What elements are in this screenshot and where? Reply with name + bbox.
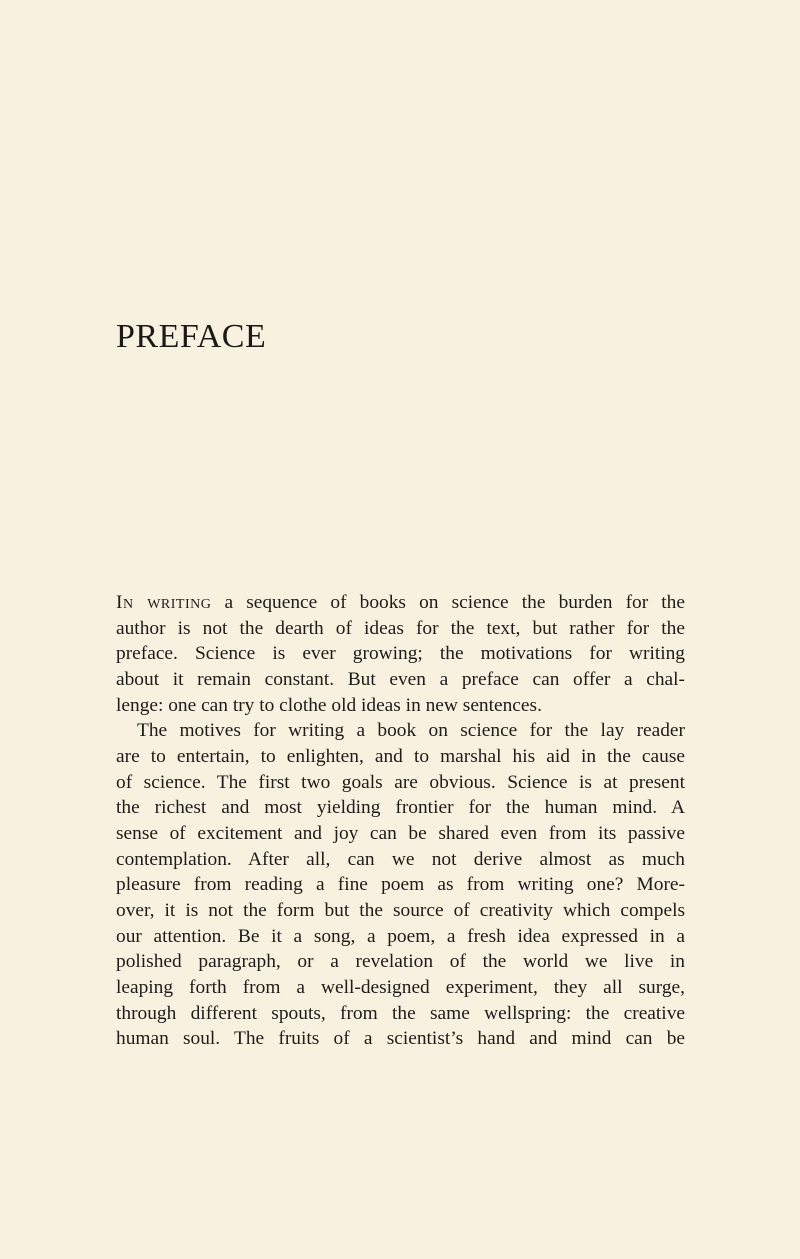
text-line: of science. The first two goals are obvious. Science is at present <box>116 771 685 793</box>
text-line: preface. Science is ever growing; the motivations for writing <box>116 643 685 665</box>
text-line: through different spouts, from the same wellspring: the creative <box>116 1002 685 1024</box>
text-line: our attention. Be it a song, a poem, a fresh idea expressed in a <box>116 925 685 947</box>
page-title: PREFACE <box>116 318 267 355</box>
text-line: The motives for writing a book on science for the lay reader <box>137 720 685 742</box>
text-line: lenge: one can try to clothe old ideas in new sentences. <box>116 694 542 716</box>
text-line: sense of excitement and joy can be shared even from its passive <box>116 822 685 844</box>
lead-in-smallcaps: In writing <box>116 592 212 613</box>
text-line: are to entertain, to enlighten, and to marshal his aid in the cause <box>116 745 685 767</box>
text-line: polished paragraph, or a revelation of the world we live in <box>116 951 685 973</box>
text-line: leaping forth from a well-designed experiment, they all surge, <box>116 976 685 998</box>
text-line-content: a sequence of books on science the burden for the <box>211 592 685 613</box>
text-line <box>116 590 685 616</box>
paragraph-1 <box>116 590 685 718</box>
text-line: contemplation. After all, can we not derive almost as much <box>116 848 685 870</box>
text-line: about it remain constant. But even a preface can offer a chal- <box>116 668 685 690</box>
text-line: human soul. The fruits of a scientist’s hand and mind can be <box>116 1028 685 1050</box>
text-line: over, it is not the form but the source of creativity which compels <box>116 899 685 921</box>
body-text <box>116 590 685 1052</box>
paragraph-2 <box>116 718 685 1052</box>
text-line: the richest and most yielding frontier for the human mind. A <box>116 797 685 819</box>
text-line: author is not the dearth of ideas for the text, but rather for the <box>116 617 685 639</box>
text-line: pleasure from reading a fine poem as from writing one? More- <box>116 874 685 896</box>
